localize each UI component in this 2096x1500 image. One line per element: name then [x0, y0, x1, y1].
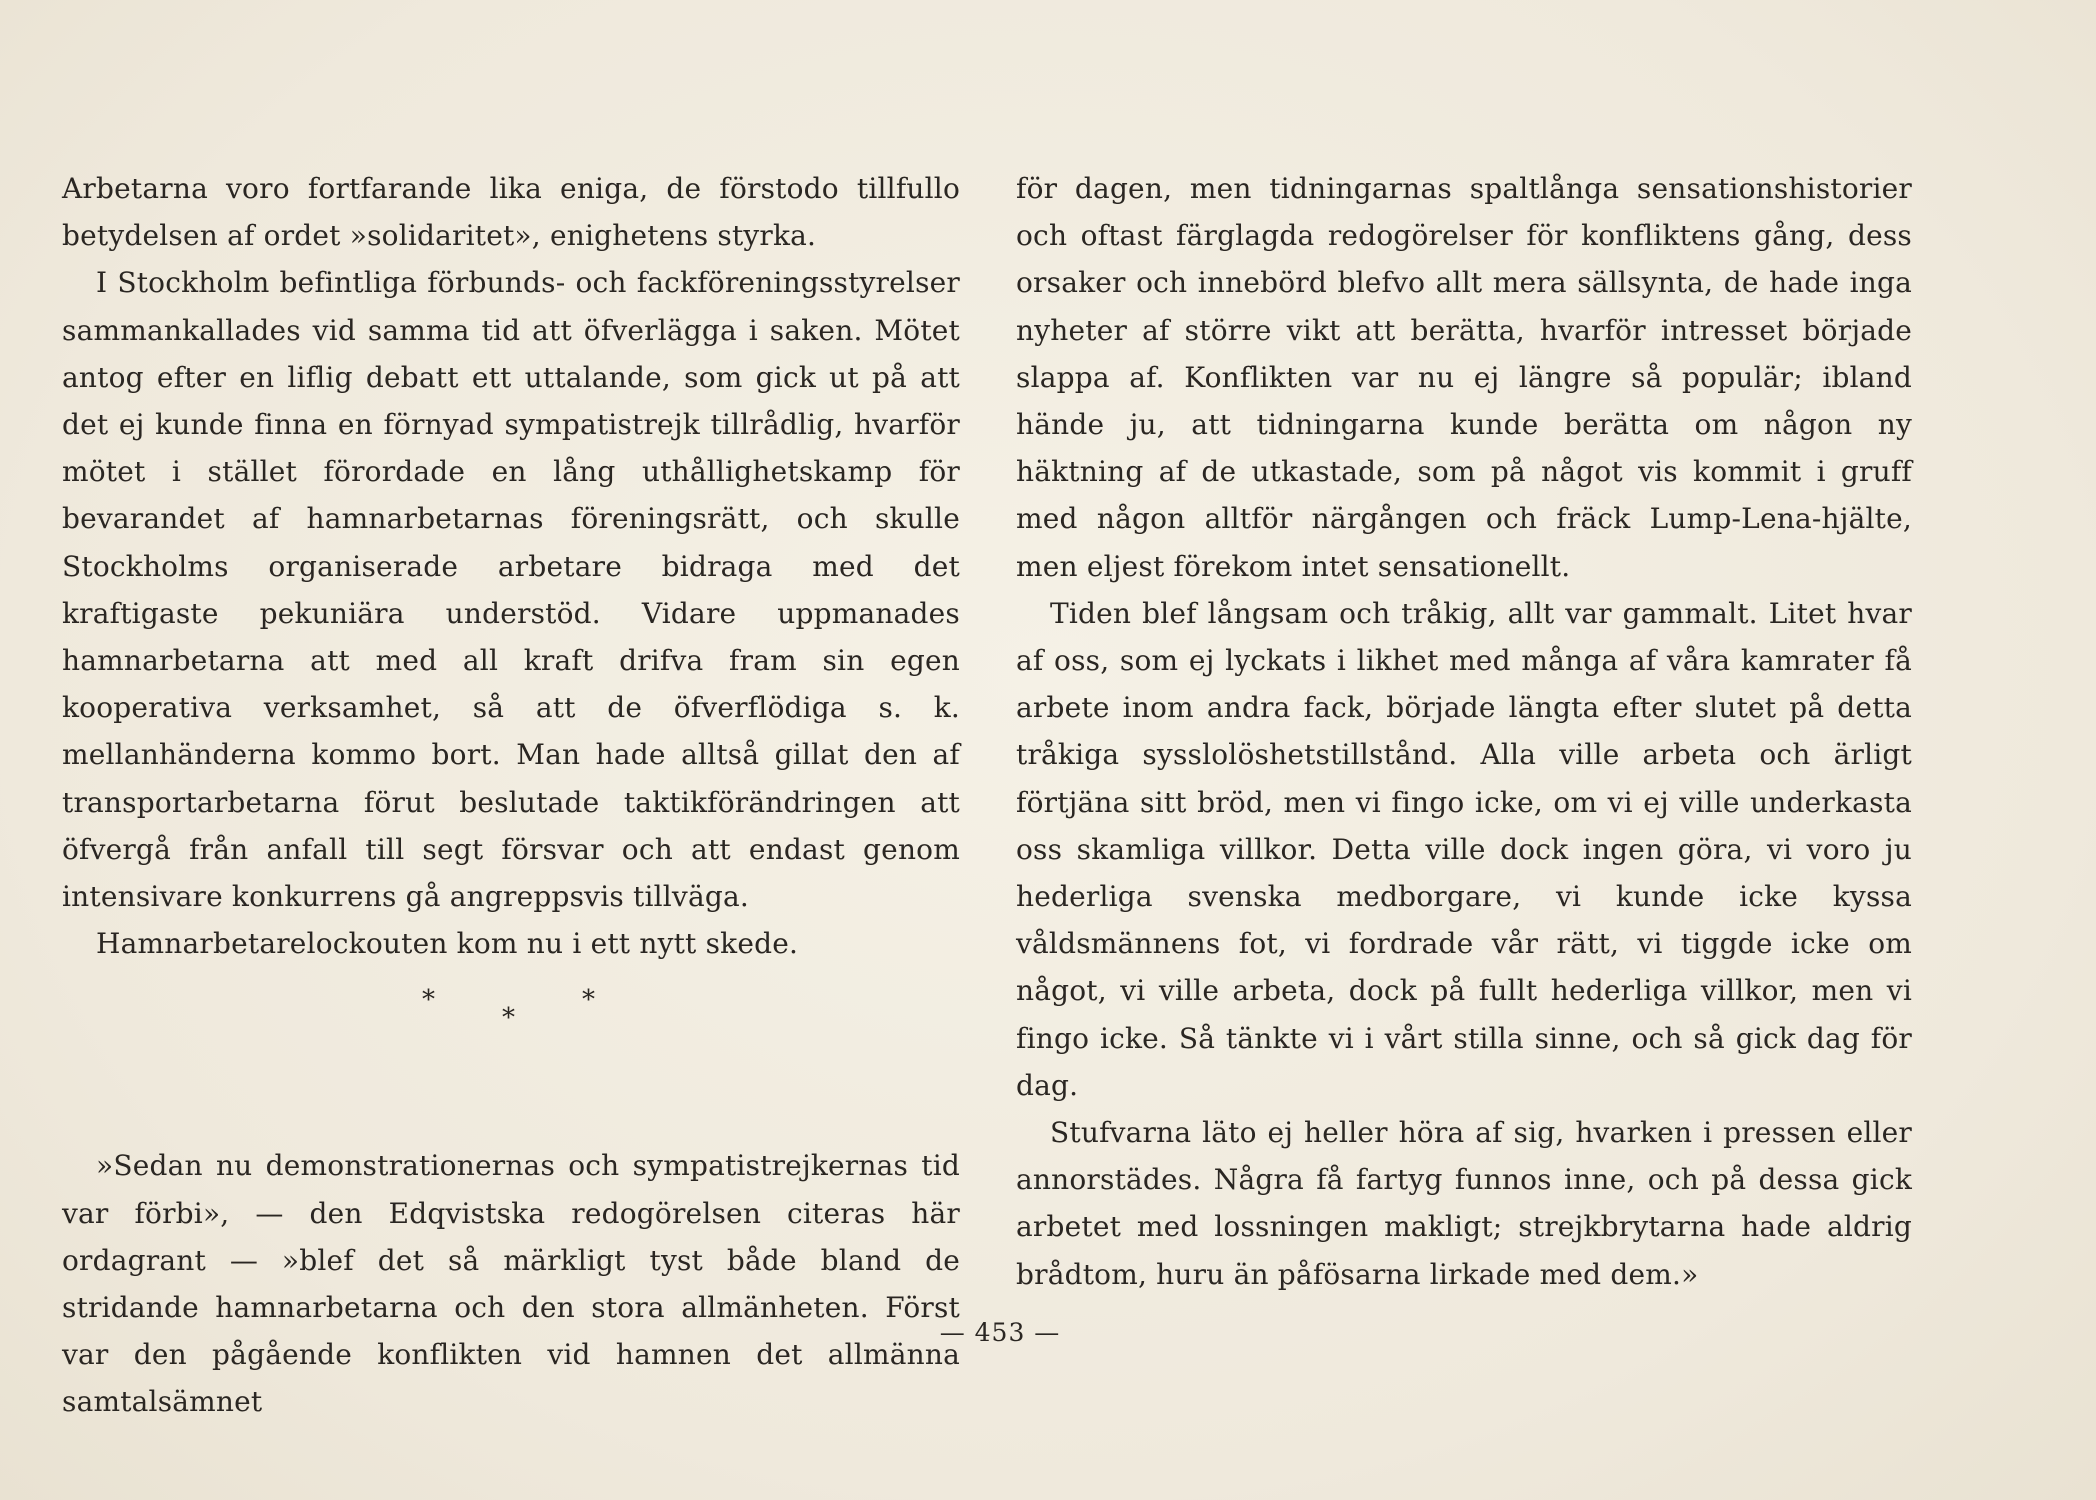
paragraph: för dagen, men tidningarnas spaltlånga sensationshistorier och oftast färglagda redogörelser för konfliktens gång, dess orsaker och innebörd blefvo allt mera sällsynta, de hade inga nyheter af större vikt att berätta, hvarför intresset började slappa af. Konflikten var nu ej längre så populär; ibland hände ju, att tidningarna kunde berätta om någon ny häktning af de utkastade, som på något vis kommit i gruff med någon alltför närgången och fräck Lump-Lena-hjälte, men eljest förekom intet sensationellt.: [1016, 172, 1912, 583]
page-number: — 453 —: [939, 1318, 1061, 1347]
paragraph: Hamnarbetarelockouten kom nu i ett nytt skede.: [96, 927, 799, 961]
section-separator: [62, 967, 960, 1142]
paragraph: Tiden blef långsam och tråkig, allt var gammalt. Litet hvar af oss, som ej lyckats i likhet med många af våra kamrater få arbete inom andra fack, började längta efter slutet på detta tråkiga sysslolöshetstillstånd. Alla ville arbeta och ärligt förtjäna sitt bröd, men vi fingo icke, om vi ej ville underkasta oss skamliga villkor. Detta ville dock ingen göra, vi voro ju hederliga svenska medborgare, vi kunde icke kyssa våldsmännens fot, vi fordrade vår rätt, vi tiggde icke om något, vi ville arbeta, dock på fullt hederliga villkor, men vi fingo icke. Så tänkte vi i vårt stilla sinne, och så gick dag för dag.: [1016, 596, 1912, 1102]
left-column: [62, 165, 960, 1426]
asterisk: *: [502, 1003, 516, 1034]
paragraph: Arbetarna voro fortfarande lika eniga, de förstodo tillfullo betydelsen af ordet »solidaritet», enighetens styrka.: [62, 172, 960, 253]
paragraph: I Stockholm befintliga förbunds- och fackföreningsstyrelser sammankallades vid samma tid att öfverlägga i saken. Mötet antog efter en liflig debatt ett uttalande, som gick ut på att det ej kunde finna en förnyad sympatistrejk tillrådlig, hvarför mötet i stället förordade en lång uthållighetskamp för bevarandet af hamnarbetarnas föreningsrätt, och skulle Stockholms organiserade arbetare bidraga med det kraftigaste pekuniära understöd. Vidare uppmanades hamnarbetarna att med all kraft drifva fram sin egen kooperativa verksamhet, så att de öfverflödiga s. k. mellanhänderna kommo bort. Man hade alltså gillat den af transportarbetarna förut beslutade taktikförändringen att öfvergå från anfall till segt försvar och att endast genom intensivare konkurrens gå angreppsvis tillväga.: [62, 266, 960, 914]
asterisk: *: [422, 985, 436, 1016]
asterisk: *: [582, 985, 596, 1016]
paragraph: »Sedan nu demonstrationernas och sympatistrejkernas tid var förbi», — den Edqvistska redogörelsen citeras här ordagrant — »blef det så märkligt tyst både bland de stridande hamnarbetarna och den stora allmänheten. Först var den pågående konflikten vid hamnen det allmänna samtalsämnet: [62, 1149, 960, 1419]
paragraph: Stufvarna läto ej heller höra af sig, hvarken i pressen eller annorstädes. Några få fartyg funnos inne, och på dessa gick arbetet med lossningen makligt; strejkbrytarna hade aldrig brådtom, huru än påfösarna lirkade med dem.»: [1016, 1116, 1912, 1291]
right-column: [1016, 165, 1912, 1298]
